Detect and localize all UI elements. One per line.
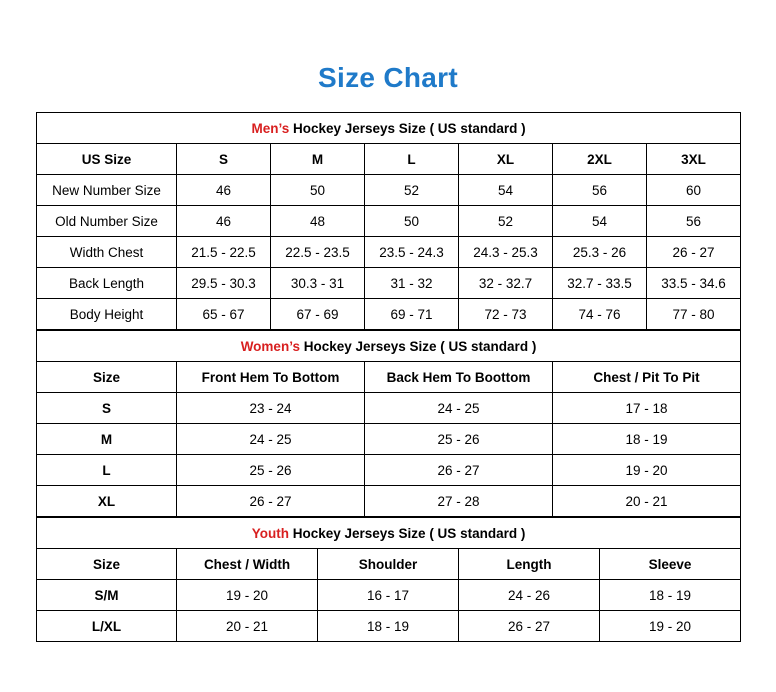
table-cell: 50 — [271, 175, 365, 206]
column-header: Size — [37, 362, 177, 393]
table-cell: 32.7 - 33.5 — [553, 268, 647, 299]
column-header: Shoulder — [318, 549, 459, 580]
row-label: L — [37, 455, 177, 486]
table-cell: 23.5 - 24.3 — [365, 237, 459, 268]
table-cell: 24 - 25 — [365, 393, 553, 424]
table-cell: 30.3 - 31 — [271, 268, 365, 299]
table-cell: 77 - 80 — [647, 299, 741, 330]
table-cell: 74 - 76 — [553, 299, 647, 330]
table-cell: 18 - 19 — [600, 580, 741, 611]
column-header: M — [271, 144, 365, 175]
table-cell: 18 - 19 — [553, 424, 741, 455]
column-header: Front Hem To Bottom — [177, 362, 365, 393]
table-cell: 52 — [365, 175, 459, 206]
table-row — [37, 611, 741, 642]
row-label: Width Chest — [37, 237, 177, 268]
table-header-row — [37, 549, 741, 580]
table-cell: 19 - 20 — [600, 611, 741, 642]
table-cell: 26 - 27 — [365, 455, 553, 486]
table-row — [37, 237, 741, 268]
column-header: Chest / Width — [177, 549, 318, 580]
row-label: Body Height — [37, 299, 177, 330]
table-cell: 26 - 27 — [177, 486, 365, 517]
table-header-row — [37, 144, 741, 175]
womens-size-table — [36, 330, 741, 517]
table-cell: 46 — [177, 175, 271, 206]
table-row — [37, 206, 741, 237]
row-label: Back Length — [37, 268, 177, 299]
table-cell: 56 — [553, 175, 647, 206]
youth-section-header — [37, 518, 741, 549]
row-label: New Number Size — [37, 175, 177, 206]
size-chart-container — [0, 112, 776, 642]
youth-size-table — [36, 517, 741, 642]
table-cell: 69 - 71 — [365, 299, 459, 330]
row-label: Old Number Size — [37, 206, 177, 237]
table-row — [37, 299, 741, 330]
table-cell: 29.5 - 30.3 — [177, 268, 271, 299]
table-cell: 24 - 25 — [177, 424, 365, 455]
table-cell: 25 - 26 — [177, 455, 365, 486]
table-cell: 32 - 32.7 — [459, 268, 553, 299]
column-header: L — [365, 144, 459, 175]
table-row — [37, 486, 741, 517]
table-cell: 25 - 26 — [365, 424, 553, 455]
table-cell: 23 - 24 — [177, 393, 365, 424]
column-header: Sleeve — [600, 549, 741, 580]
column-header: US Size — [37, 144, 177, 175]
table-cell: 72 - 73 — [459, 299, 553, 330]
youth-section-highlight: Youth — [251, 525, 289, 541]
table-row — [37, 580, 741, 611]
row-label: XL — [37, 486, 177, 517]
table-header-row — [37, 362, 741, 393]
womens-section-rest: Hockey Jerseys Size ( US standard ) — [299, 338, 537, 354]
mens-size-table — [36, 112, 741, 330]
column-header: Size — [37, 549, 177, 580]
table-cell: 19 - 20 — [177, 580, 318, 611]
youth-section-rest: Hockey Jerseys Size ( US standard ) — [288, 525, 526, 541]
column-header: S — [177, 144, 271, 175]
table-cell: 16 - 17 — [318, 580, 459, 611]
row-label: S/M — [37, 580, 177, 611]
table-cell: 31 - 32 — [365, 268, 459, 299]
table-cell: 54 — [459, 175, 553, 206]
table-cell: 18 - 19 — [318, 611, 459, 642]
page-title: Size Chart — [318, 62, 458, 93]
table-cell: 48 — [271, 206, 365, 237]
mens-section-highlight: Men’s — [251, 120, 290, 136]
table-cell: 19 - 20 — [553, 455, 741, 486]
table-cell: 26 - 27 — [647, 237, 741, 268]
row-label: L/XL — [37, 611, 177, 642]
table-cell: 20 - 21 — [553, 486, 741, 517]
table-cell: 54 — [553, 206, 647, 237]
column-header: Chest / Pit To Pit — [553, 362, 741, 393]
table-cell: 27 - 28 — [365, 486, 553, 517]
column-header: XL — [459, 144, 553, 175]
table-cell: 56 — [647, 206, 741, 237]
table-cell: 65 - 67 — [177, 299, 271, 330]
table-section-header-row — [37, 113, 741, 144]
table-cell: 46 — [177, 206, 271, 237]
column-header: 2XL — [553, 144, 647, 175]
row-label: M — [37, 424, 177, 455]
table-row — [37, 268, 741, 299]
table-cell: 20 - 21 — [177, 611, 318, 642]
table-cell: 60 — [647, 175, 741, 206]
table-row — [37, 175, 741, 206]
table-cell: 24 - 26 — [459, 580, 600, 611]
table-cell: 22.5 - 23.5 — [271, 237, 365, 268]
table-cell: 67 - 69 — [271, 299, 365, 330]
mens-section-header — [37, 113, 741, 144]
table-section-header-row — [37, 518, 741, 549]
mens-section-rest: Hockey Jerseys Size ( US standard ) — [289, 120, 526, 136]
table-cell: 26 - 27 — [459, 611, 600, 642]
womens-section-highlight: Women’s — [240, 338, 300, 354]
womens-section-header — [37, 331, 741, 362]
column-header: Back Hem To Boottom — [365, 362, 553, 393]
table-row — [37, 393, 741, 424]
table-section-header-row — [37, 331, 741, 362]
table-row — [37, 455, 741, 486]
table-cell: 50 — [365, 206, 459, 237]
table-cell: 33.5 - 34.6 — [647, 268, 741, 299]
table-cell: 17 - 18 — [553, 393, 741, 424]
table-cell: 21.5 - 22.5 — [177, 237, 271, 268]
table-cell: 25.3 - 26 — [553, 237, 647, 268]
column-header: 3XL — [647, 144, 741, 175]
table-row — [37, 424, 741, 455]
column-header: Length — [459, 549, 600, 580]
row-label: S — [37, 393, 177, 424]
table-cell: 52 — [459, 206, 553, 237]
table-cell: 24.3 - 25.3 — [459, 237, 553, 268]
